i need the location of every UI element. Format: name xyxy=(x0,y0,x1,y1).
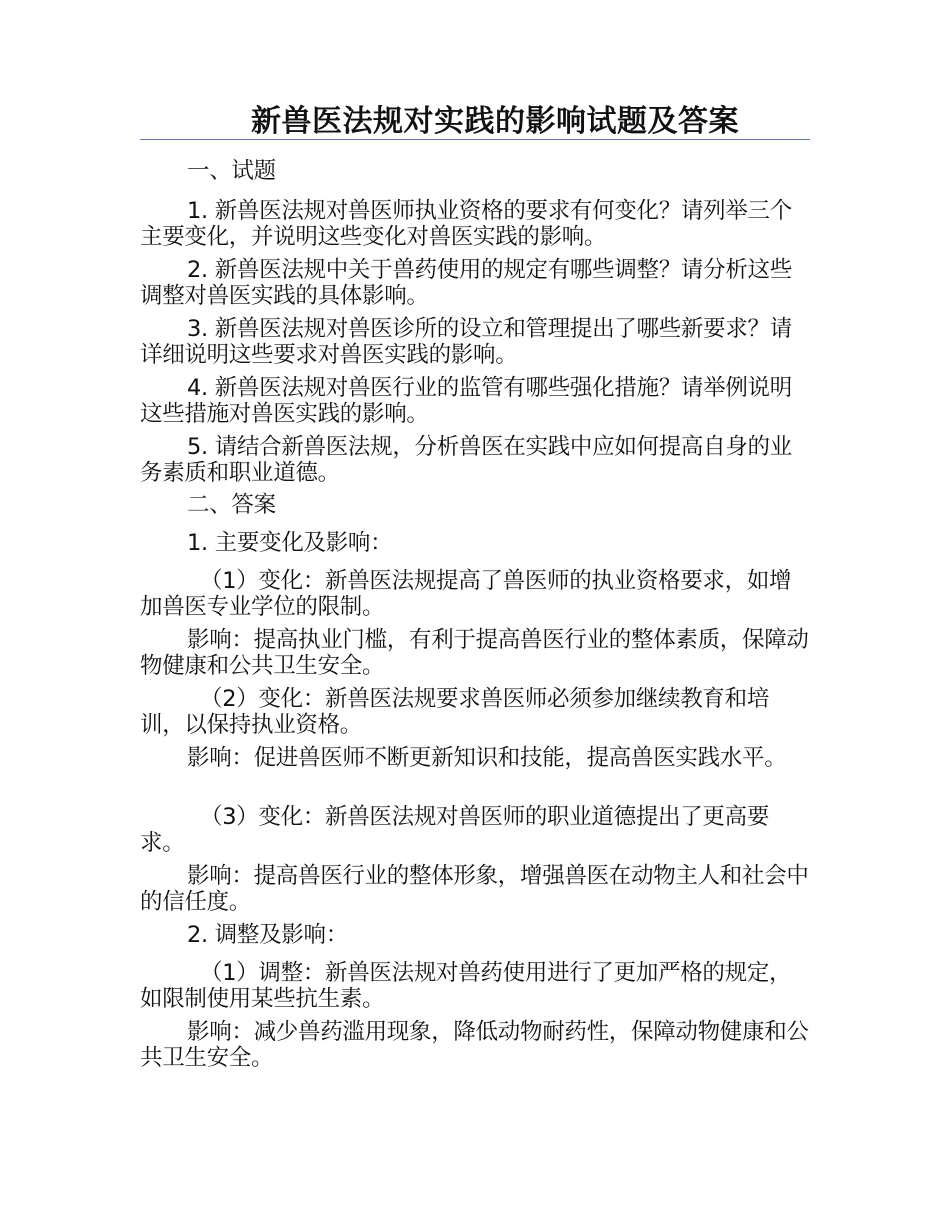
answer-1-impact-2: 影响：促进兽医师不断更新知识和技能，提高兽医实践水平。 xyxy=(187,745,787,771)
answers-heading: 二、答案 xyxy=(187,492,276,518)
question-4: 4. 新兽医法规对兽医行业的监管有哪些强化措施？请举例说明这些措施对兽医实践的影响。 xyxy=(140,375,792,427)
question-2: 2. 新兽医法规中关于兽药使用的规定有哪些调整？请分析这些调整对兽医实践的具体影响。 xyxy=(140,257,792,309)
title-underline xyxy=(140,139,810,140)
answer-1-change-2: （2）变化：新兽医法规要求兽医师必须参加继续教育和培训，以保持执业资格。 xyxy=(140,686,770,738)
answer-2-change-1: （1）调整：新兽医法规对兽药使用进行了更加严格的规定，如限制使用某些抗生素。 xyxy=(140,960,792,1012)
answer-2-impact-1: 影响：减少兽药滥用现象，降低动物耐药性，保障动物健康和公共卫生安全。 xyxy=(140,1019,809,1071)
question-5: 5. 请结合新兽医法规，分析兽医在实践中应如何提高自身的业务素质和职业道德。 xyxy=(140,434,792,486)
answer-1-impact-3: 影响：提高兽医行业的整体形象，增强兽医在动物主人和社会中的信任度。 xyxy=(140,863,809,915)
answer-1-change-3: （3）变化：新兽医法规对兽医师的职业道德提出了更高要求。 xyxy=(140,804,770,856)
document-title: 新兽医法规对实践的影响试题及答案 xyxy=(251,104,739,139)
questions-heading: 一、试题 xyxy=(187,158,276,184)
answer-1-change-1: （1）变化：新兽医法规提高了兽医师的执业资格要求，如增加兽医专业学位的限制。 xyxy=(140,568,792,620)
answer-1-impact-1: 影响：提高执业门槛，有利于提高兽医行业的整体素质，保障动物健康和公共卫生安全。 xyxy=(140,627,809,679)
question-3: 3. 新兽医法规对兽医诊所的设立和管理提出了哪些新要求？请详细说明这些要求对兽医实践的影响。 xyxy=(140,316,792,368)
question-1: 1. 新兽医法规对兽医师执业资格的要求有何变化？请列举三个主要变化，并说明这些变化对兽医实践的影响。 xyxy=(140,198,792,250)
answer-1-heading: 1. 主要变化及影响： xyxy=(187,530,393,556)
answer-2-heading: 2. 调整及影响： xyxy=(187,922,348,948)
